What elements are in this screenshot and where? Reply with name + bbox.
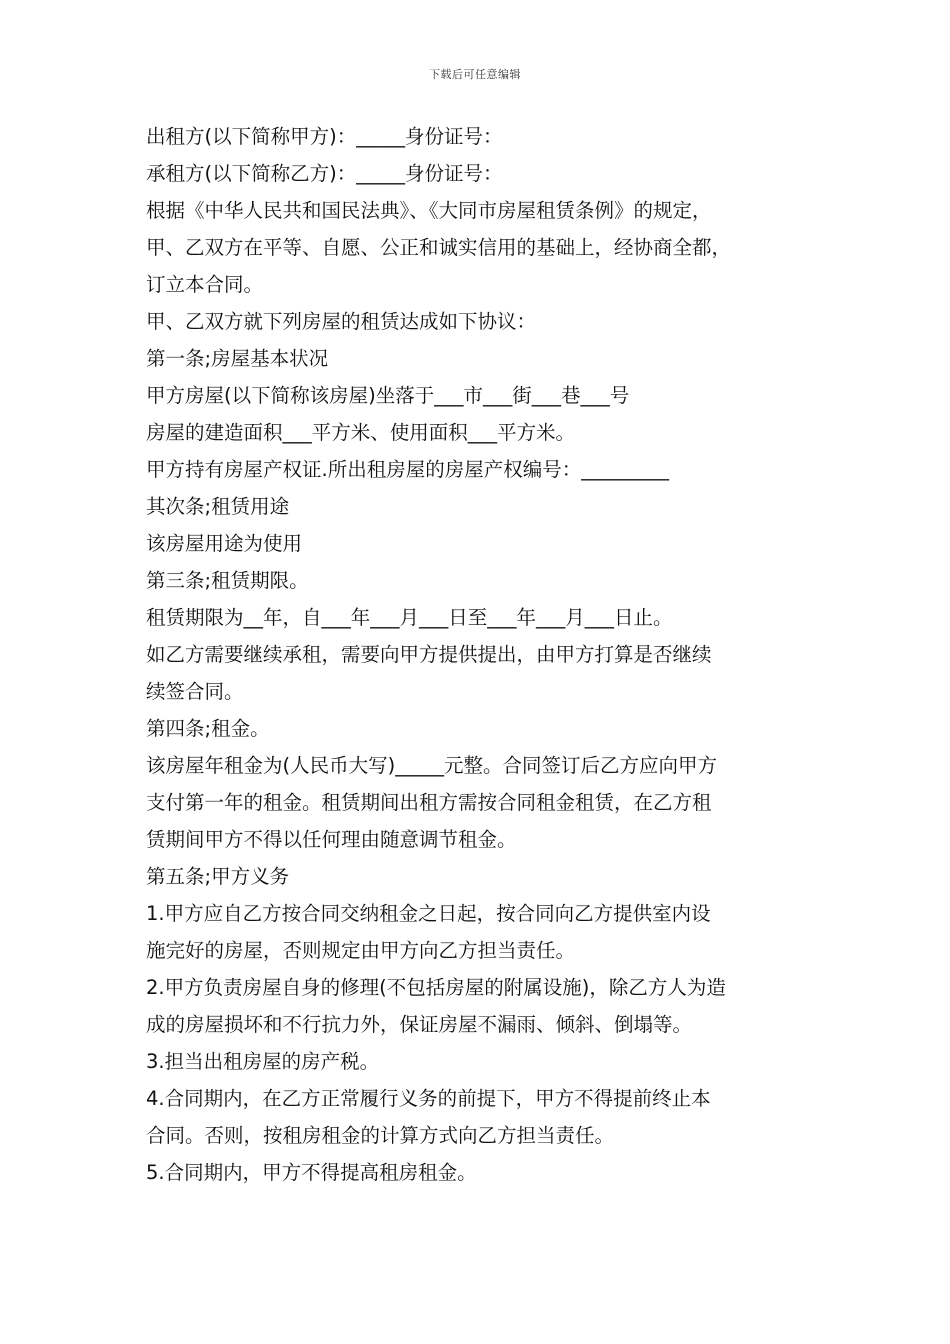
- section-heading: 第一条;房屋基本状况: [146, 347, 329, 370]
- contract-line: 合同。否则，按租房租金的计算方式向乙方担当责任。: [146, 1124, 615, 1147]
- page-header-note: 下载后可任意编辑: [429, 68, 521, 81]
- contract-line: 出租方(以下简称甲方)：_____身份证号：: [146, 125, 503, 148]
- contract-line: 赁期间甲方不得以任何理由随意调节租金。: [146, 828, 517, 851]
- contract-line: 该房屋年租金为(人民币大写)_____元整。合同签订后乙方应向甲方: [146, 754, 717, 777]
- section-heading: 第五条;甲方义务: [146, 865, 290, 888]
- contract-line: 订立本合同。: [146, 273, 264, 296]
- contract-line: 2.甲方负责房屋自身的修理(不包括房屋的附属设施)，除乙方人为造: [146, 976, 726, 999]
- section-heading: 其次条;租赁用途: [146, 495, 290, 518]
- contract-line: 房屋的建造面积___平方米、使用面积___平方米。: [146, 421, 576, 444]
- contract-line: 续签合同。: [146, 680, 244, 703]
- contract-line: 5.合同期内，甲方不得提高租房租金。: [146, 1161, 477, 1184]
- contract-line: 支付第一年的租金。租赁期间出租方需按合同租金租赁，在乙方租: [146, 791, 712, 814]
- contract-line: 承租方(以下简称乙方)：_____身份证号：: [146, 162, 503, 185]
- contract-line: 甲方房屋(以下简称该房屋)坐落于___市___街___巷___号: [146, 384, 630, 407]
- contract-line: 甲、乙双方在平等、自愿、公正和诚实信用的基础上，经协商全都，: [146, 236, 732, 259]
- section-heading: 第三条;租赁期限。: [146, 569, 309, 592]
- contract-line: 施完好的房屋，否则规定由甲方向乙方担当责任。: [146, 939, 576, 962]
- contract-line: 3.担当出租房屋的房产税。: [146, 1050, 380, 1073]
- contract-line: 该房屋用途为使用: [146, 532, 303, 555]
- contract-line: 4.合同期内，在乙方正常履行义务的前提下，甲方不得提前终止本: [146, 1087, 711, 1110]
- contract-body: [146, 118, 826, 1191]
- section-heading: 第四条;租金。: [146, 717, 270, 740]
- contract-line: 1.甲方应自乙方按合同交纳租金之日起，按合同向乙方提供室内设: [146, 902, 711, 925]
- contract-line: 成的房屋损坏和不行抗力外，保证房屋不漏雨、倾斜、倒塌等。: [146, 1013, 693, 1036]
- contract-line: 如乙方需要继续承租，需要向甲方提供提出，由甲方打算是否继续: [146, 643, 712, 666]
- contract-line: 甲、乙双方就下列房屋的租赁达成如下协议：: [146, 310, 537, 333]
- contract-line: 租赁期限为__年，自___年___月___日至___年___月___日止。: [146, 606, 673, 629]
- contract-line: 甲方持有房屋产权证.所出租房屋的房屋产权编号：_________: [146, 458, 669, 481]
- contract-line: 根据《中华人民共和国民法典》、《大同市房屋租赁条例》的规定，: [146, 199, 712, 222]
